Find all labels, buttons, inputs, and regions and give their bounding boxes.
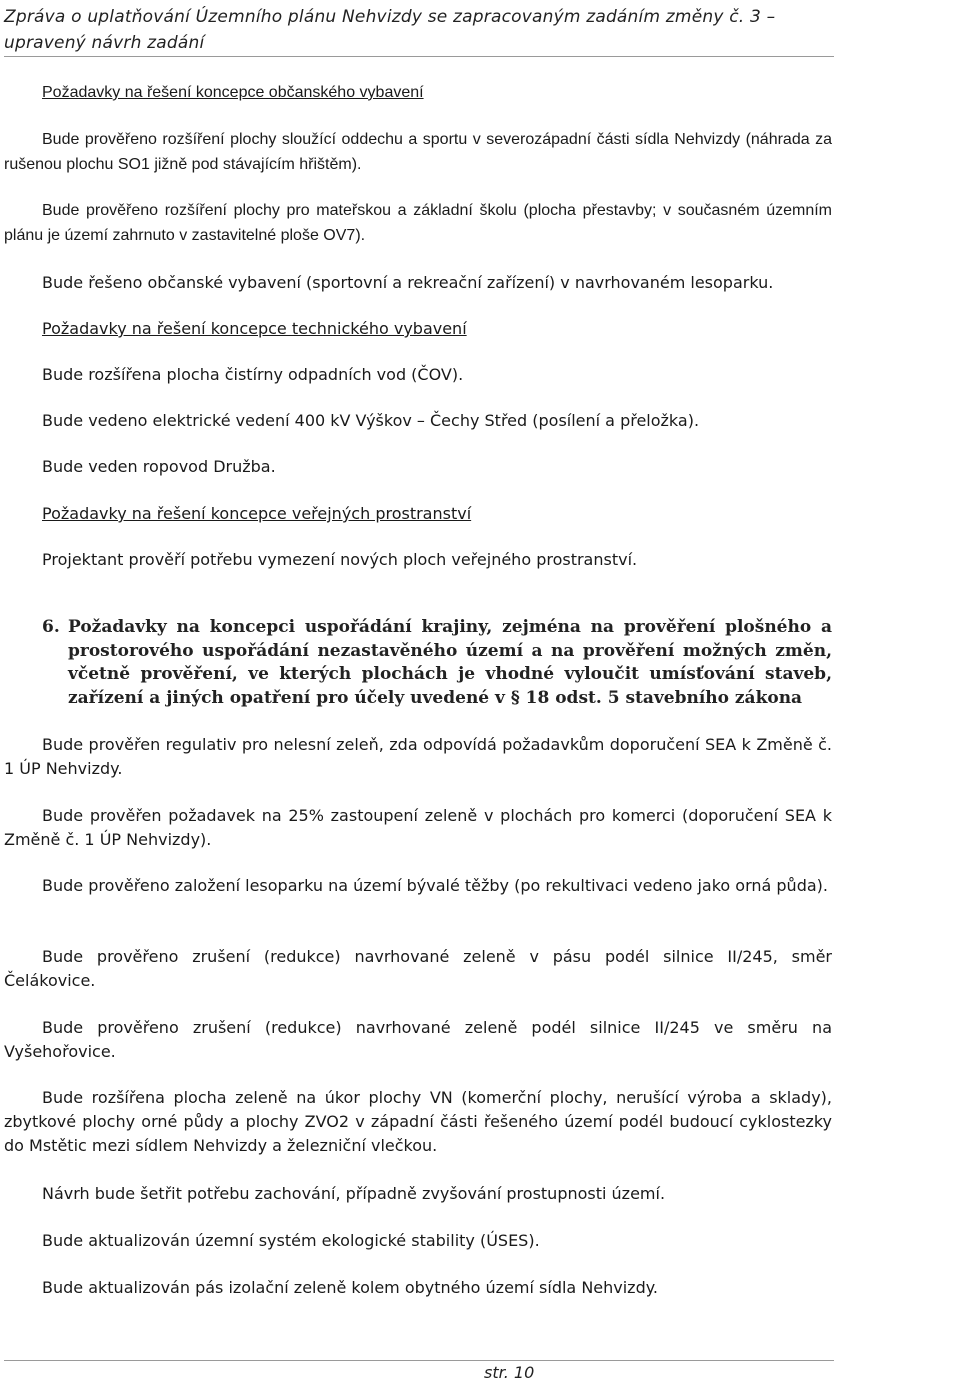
section-number: 6. [42, 617, 60, 637]
page-number: str. 10 [484, 1363, 535, 1382]
civic-paragraph-1: Bude prověřeno rozšíření plochy sloužící oddechu a sportu v severozápadní části sídla Nehvizdy (náhrada za rušenou plochu SO1 jižně pod stávajícím hřištěm). [4, 131, 832, 173]
header-divider [4, 56, 834, 57]
technical-equipment-heading: Požadavky na řešení koncepce technického vybavení [42, 319, 467, 338]
landscape-paragraph-8: Bude aktualizován územní systém ekologické stability (ÚSES). [42, 1231, 540, 1250]
civic-equipment-heading: Požadavky na řešení koncepce občanského vybavení [42, 84, 424, 101]
public-space-heading: Požadavky na řešení koncepce veřejných prostranství [42, 504, 472, 523]
landscape-paragraph-7: Návrh bude šetřit potřebu zachování, případně zvyšování prostupnosti území. [42, 1184, 666, 1203]
civic-paragraph-2: Bude prověřeno rozšíření plochy pro mateřskou a základní školu (plocha přestavby; v současném územním plánu je území zahrnuto v zastavitelné ploše OV7). [4, 202, 832, 244]
landscape-paragraph-4: Bude prověřeno zrušení (redukce) navrhované zeleně v pásu podél silnice II/245, směr Čelákovice. [4, 947, 832, 990]
technical-paragraph-3: Bude veden ropovod Družba. [42, 457, 276, 476]
landscape-paragraph-5: Bude prověřeno zrušení (redukce) navrhované zeleně podél silnice II/245 ve směru na Vyšehořovice. [4, 1018, 832, 1061]
section-title: Požadavky na koncepci uspořádání krajiny, zejména na prověření plošného a prostorového uspořádání nezastavěného území a na prověření možných změn, včetně prověření, ve kterých plochách je vhodné vyloučit umísťování staveb, zařízení a jiných opatření pro účely uvedené v § 18 odst. 5 stavebního zákona [68, 617, 832, 708]
civic-paragraph-3: Bude řešeno občanské vybavení (sportovní a rekreační zařízení) v navrhovaném lesoparku. [42, 273, 774, 292]
landscape-paragraph-9: Bude aktualizován pás izolační zeleně kolem obytného území sídla Nehvizdy. [42, 1278, 659, 1297]
landscape-paragraph-1: Bude prověřen regulativ pro nelesní zeleň, zda odpovídá požadavkům doporučení SEA k Změně č. 1 ÚP Nehvizdy. [4, 735, 832, 778]
page-header-title: Zpráva o uplatňování Územního plánu Nehvizdy se zapracovaným zadáním změny č. 3 – upravený návrh zadání [4, 7, 776, 53]
footer-divider [4, 1360, 834, 1361]
public-space-paragraph-1: Projektant prověří potřebu vymezení nových ploch veřejného prostranství. [42, 550, 638, 569]
landscape-paragraph-3: Bude prověřeno založení lesoparku na území bývalé těžby (po rekultivaci vedeno jako orná půda). [42, 876, 828, 895]
landscape-paragraph-2: Bude prověřen požadavek na 25% zastoupení zeleně v plochách pro komerci (doporučení SEA k Změně č. 1 ÚP Nehvizdy). [4, 806, 832, 849]
technical-paragraph-2: Bude vedeno elektrické vedení 400 kV Výškov – Čechy Střed (posílení a přeložka). [42, 411, 700, 430]
landscape-paragraph-6: Bude rozšířena plocha zeleně na úkor plochy VN (komerční plochy, nerušící výroba a sklady), zbytkové plochy orné půdy a plochy ZVO2 v západní části řešeného území podél budoucí cyklostezky do Mstětic mezi sídlem Nehvizdy a železniční vlečkou. [4, 1088, 832, 1155]
technical-paragraph-1: Bude rozšířena plocha čistírny odpadních vod (ČOV). [42, 365, 464, 384]
